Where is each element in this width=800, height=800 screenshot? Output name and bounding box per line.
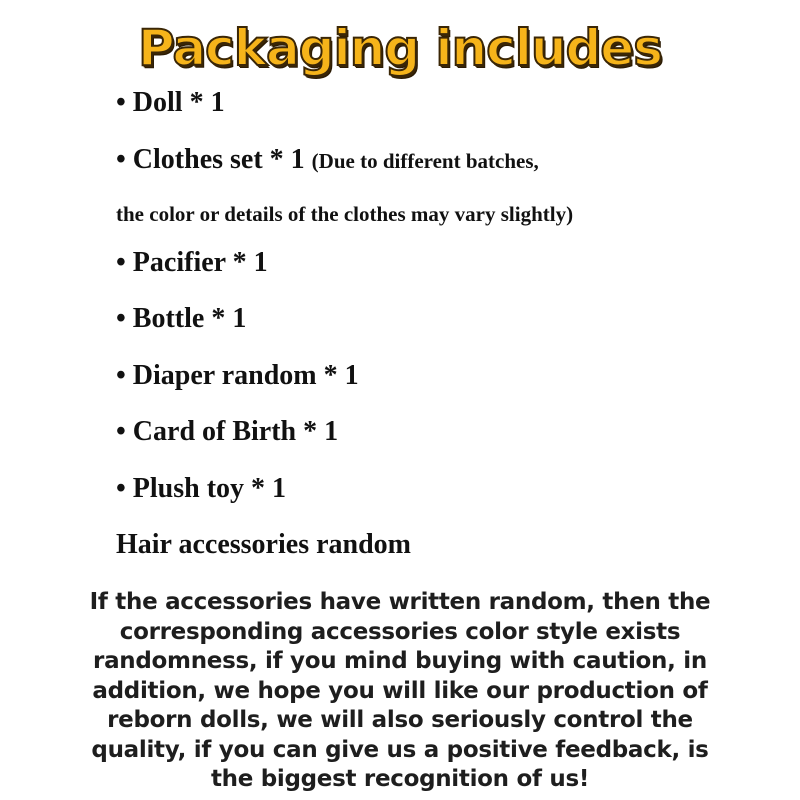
disclaimer-paragraph	[0, 588, 800, 795]
list-item-doll: • Doll * 1	[116, 87, 225, 118]
page-title: Packaging includes	[138, 19, 662, 77]
list-item-note-continuation: the color or details of the clothes may vary slightly)	[116, 202, 574, 226]
paragraph-line: corresponding accessories color style exists	[119, 618, 681, 645]
paragraph-line: addition, we hope you will like our production of	[92, 677, 708, 704]
list-item-pacifier: • Pacifier * 1	[116, 247, 268, 278]
paragraph-line: quality, if you can give us a positive feedback, is	[91, 736, 709, 763]
list-item-note: (Due to different batches,	[311, 149, 539, 173]
list-item-diaper: • Diaper random * 1	[116, 360, 359, 391]
list-item-card-of-birth: • Card of Birth * 1	[116, 416, 339, 447]
paragraph-line: the biggest recognition of us!	[210, 766, 590, 792]
paragraph-line: randomness, if you mind buying with caution, in	[93, 648, 707, 674]
hair-accessories-text: Hair accessories random	[116, 529, 411, 560]
paragraph-line: If the accessories have written random, then the	[89, 589, 711, 615]
paragraph-line: reborn dolls, we will also seriously control the	[107, 707, 693, 733]
list-item-bottle: • Bottle * 1	[116, 303, 247, 334]
list-item-plush-toy: • Plush toy * 1	[116, 473, 287, 504]
list-item-label: • Clothes set * 1	[116, 144, 312, 175]
list-item-clothes-set	[116, 143, 539, 178]
